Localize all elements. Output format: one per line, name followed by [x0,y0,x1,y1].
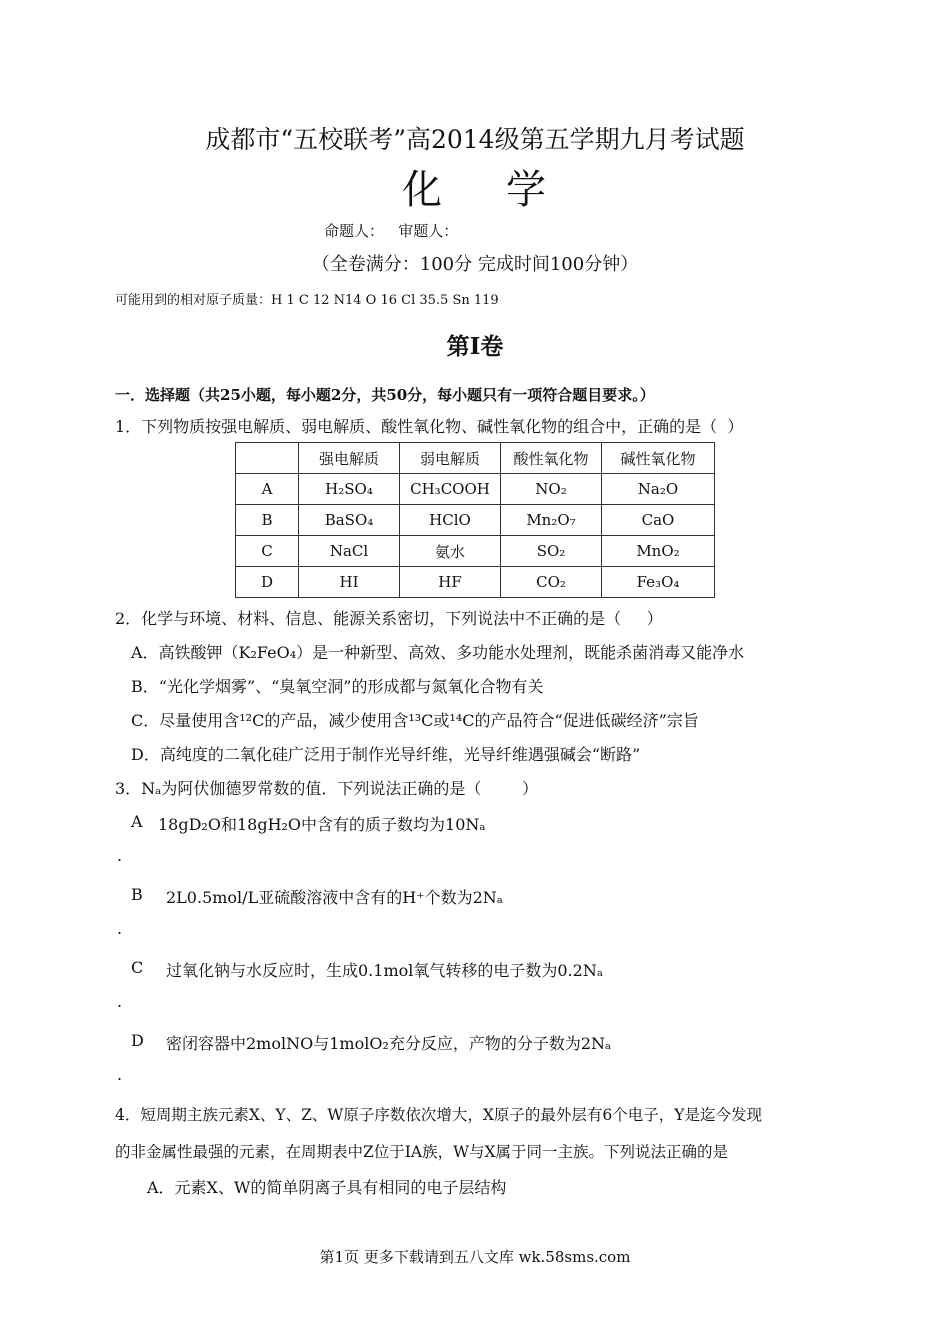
table-header-cell: 酸性氧化物 [501,443,602,474]
exam-title: 成都市“五校联考”高2014级第五学期九月考试题 [205,125,745,154]
q3-dot: . [117,846,123,865]
table-cell: D [236,567,299,598]
full-score-line: （全卷满分：100分 完成时间100分钟） [311,254,639,275]
q3-dot: . [117,992,123,1011]
q4-line-2: 的非金属性最强的元素，在周期表中Z位于ⅠA族，W与X属于同一主族。下列说法正确的是 [115,1143,729,1161]
q3-option-c-letter: C [131,958,144,977]
table-cell: HI [299,567,400,598]
q3-option-a-letter: A [131,812,143,831]
table-cell: MnO₂ [602,536,715,567]
section-title: 一．选择题（共25小题，每小题2分，共50分，每小题只有一项符合题目要求。） [115,386,655,404]
table-cell: BaSO₄ [299,505,400,536]
table-cell: HClO [400,505,501,536]
q3-option-a-text: 18gD₂O和18gH₂O中含有的质子数均为10Nₐ [158,815,486,834]
table-cell: H₂SO₄ [299,474,400,505]
q4-option-a: A．元素X、W的简单阴离子具有相同的电子层结构 [147,1178,507,1197]
atomic-masses-line: 可能用到的相对原子质量：H 1 C 12 N14 O 16 Cl 35.5 Sn 119 [115,293,499,308]
subject-char-1: 化 [402,167,444,213]
q3-option-b-letter: B [131,885,143,904]
table-cell: CH₃COOH [400,474,501,505]
q2-stem: 2．化学与环境、材料、信息、能源关系密切，下列说法中不正确的是（ ） [115,609,663,628]
q2-option-d: D．高纯度的二氧化硅广泛用于制作光导纤维，光导纤维遇强碱会“断路” [131,745,641,764]
table-cell: A [236,474,299,505]
q1-table [235,442,715,598]
table-cell: Fe₃O₄ [602,567,715,598]
table-row [236,505,715,536]
q2-option-a: A．高铁酸钾（K₂FeO₄）是一种新型、高效、多功能水处理剂，既能杀菌消毒又能净水 [131,643,745,662]
table-row [236,567,715,598]
q3-stem: 3．Nₐ为阿伏伽德罗常数的值．下列说法正确的是（ ） [115,779,539,798]
volume-title: 第I卷 [446,333,504,360]
page-footer: 第1页 更多下载请到五八文库 wk.58sms.com [319,1248,631,1266]
table-header-cell: 强电解质 [299,443,400,474]
q3-option-b-text: 2L0.5mol/L亚硫酸溶液中含有的H⁺个数为2Nₐ [166,888,503,907]
table-cell: 氨水 [400,536,501,567]
table-cell: C [236,536,299,567]
table-cell: NO₂ [501,474,602,505]
proposer-line: 命题人： 审题人： [324,222,459,240]
table-cell: CO₂ [501,567,602,598]
table-cell: B [236,505,299,536]
q2-option-c: C．尽量使用含¹²C的产品，减少使用含¹³C或¹⁴C的产品符合“促进低碳经济”宗旨 [131,711,699,730]
subject-title [0,158,950,215]
table-row [236,536,715,567]
table-cell: NaCl [299,536,400,567]
q2-option-b: B．“光化学烟雾”、“臭氧空洞”的形成都与氮氧化合物有关 [131,677,544,696]
q3-dot: . [117,1065,123,1084]
table-header-row [236,443,715,474]
table-cell: Na₂O [602,474,715,505]
q4-line-1: 4．短周期主族元素X、Y、Z、W原子序数依次增大，X原子的最外层有6个电子，Y是迄今发现 [115,1106,762,1124]
q3-dot: . [117,919,123,938]
q3-option-c-text: 过氧化钠与水反应时，生成0.1mol氧气转移的电子数为0.2Nₐ [166,961,603,980]
table-row [236,474,715,505]
q1-stem: 1．下列物质按强电解质、弱电解质、酸性氧化物、碱性氧化物的组合中，正确的是（ ） [115,417,744,436]
q3-option-d-letter: D [131,1031,144,1050]
table-header-cell [236,443,299,474]
q3-option-d-text: 密闭容器中2molNO与1molO₂充分反应，产物的分子数为2Nₐ [166,1034,612,1053]
table-header-cell: 碱性氧化物 [602,443,715,474]
table-cell: SO₂ [501,536,602,567]
table-header-cell: 弱电解质 [400,443,501,474]
table-cell: Mn₂O₇ [501,505,602,536]
table-cell: CaO [602,505,715,536]
table-cell: HF [400,567,501,598]
subject-char-2: 学 [506,167,548,213]
